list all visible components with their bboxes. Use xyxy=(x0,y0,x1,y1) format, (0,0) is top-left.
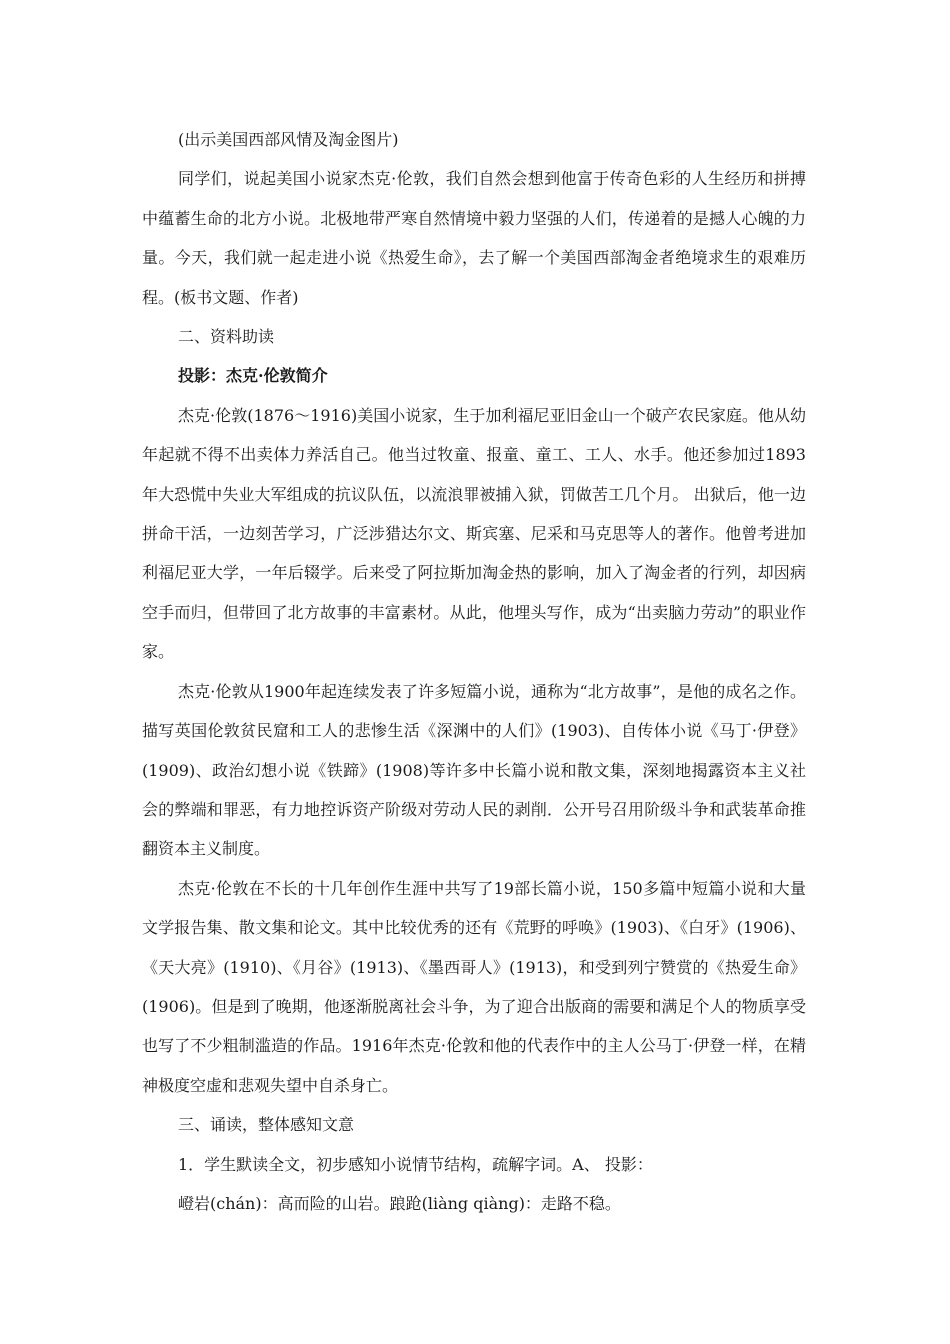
paragraph-picture-note: (出示美国西部风情及淘金图片) xyxy=(178,130,399,149)
paragraph-biography: 杰克·伦敦(1876～1916)美国小说家，生于加利福尼亚旧金山一个破产农民家庭。他从幼年起就不得不出卖体力养活自己。他当过牧童、报童、童工、工人、水手。他还参加过1893年大恐慌中失业大军组成的抗议队伍，以流浪罪被捕入狱，罚做苦工几个月。 出狱后，他一边拼命干活，一边刻苦学习，广泛涉猎达尔文、斯宾塞、尼采和马克思等人的著作。他曾考进加利福尼亚大学，一年后辍学。后来受了阿拉斯加淘金热的影响，加入了淘金者的行列，却因病空手而归，但带回了北方故事的丰富素材。从此，他埋头写作，成为“出卖脑力劳动”的职业作家。 xyxy=(142,405,806,662)
document-body xyxy=(142,120,806,1223)
paragraph-task-1: 1．学生默读全文，初步感知小说情节结构，疏解字词。A、 投影： xyxy=(178,1154,653,1174)
section-heading-reference: 二、资料助读 xyxy=(178,327,275,347)
paragraph-vocabulary: 嶝岩(chán)：高而险的山岩。踉跄(liàng qiàng)：走路不稳。 xyxy=(178,1193,621,1213)
projection-heading: 投影：杰克·伦敦简介 xyxy=(178,366,328,386)
paragraph-introduction: 同学们，说起美国小说家杰克·伦敦，我们自然会想到他富于传奇色彩的人生经历和拼搏中蕴蓄生命的北方小说。北极地带严寒自然情境中毅力坚强的人们，传递着的是撼人心魄的力量。今天，我们就一起走进小说《热爱生命》，去了解一个美国西部淘金者绝境求生的艰难历程。(板书文题、作者) xyxy=(142,169,806,307)
section-heading-reading: 三、诵读，整体感知文意 xyxy=(178,1115,355,1135)
paragraph-works: 杰克·伦敦从1900年起连续发表了许多短篇小说，通称为“北方故事”，是他的成名之作。描写英国伦敦贫民窟和工人的悲惨生活《深渊中的人们》(1903)、自传体小说《马丁·伊登》(1909)、政治幻想小说《铁蹄》(1908)等许多中长篇小说和散文集，深刻地揭露资本主义社会的弊端和罪恶，有力地控诉资产阶级对劳动人民的剥削．公开号召用阶级斗争和武装革命推翻资本主义制度。 xyxy=(142,681,806,859)
paragraph-career: 杰克·伦敦在不长的十几年创作生涯中共写了19部长篇小说，150多篇中短篇小说和大量文学报告集、散文集和论文。其中比较优秀的还有《荒野的呼唤》(1903)、《白牙》(1906)、《天大亮》(1910)、《月谷》(1913)、《墨西哥人》(1913)，和受到列宁赞赏的《热爱生命》(1906)。但是到了晚期，他逐渐脱离社会斗争，为了迎合出版商的需要和满足个人的物质享受也写了不少粗制滥造的作品。1916年杰克·伦敦和他的代表作中的主人公马丁·伊登一样，在精神极度空虚和悲观失望中自杀身亡。 xyxy=(142,878,806,1095)
